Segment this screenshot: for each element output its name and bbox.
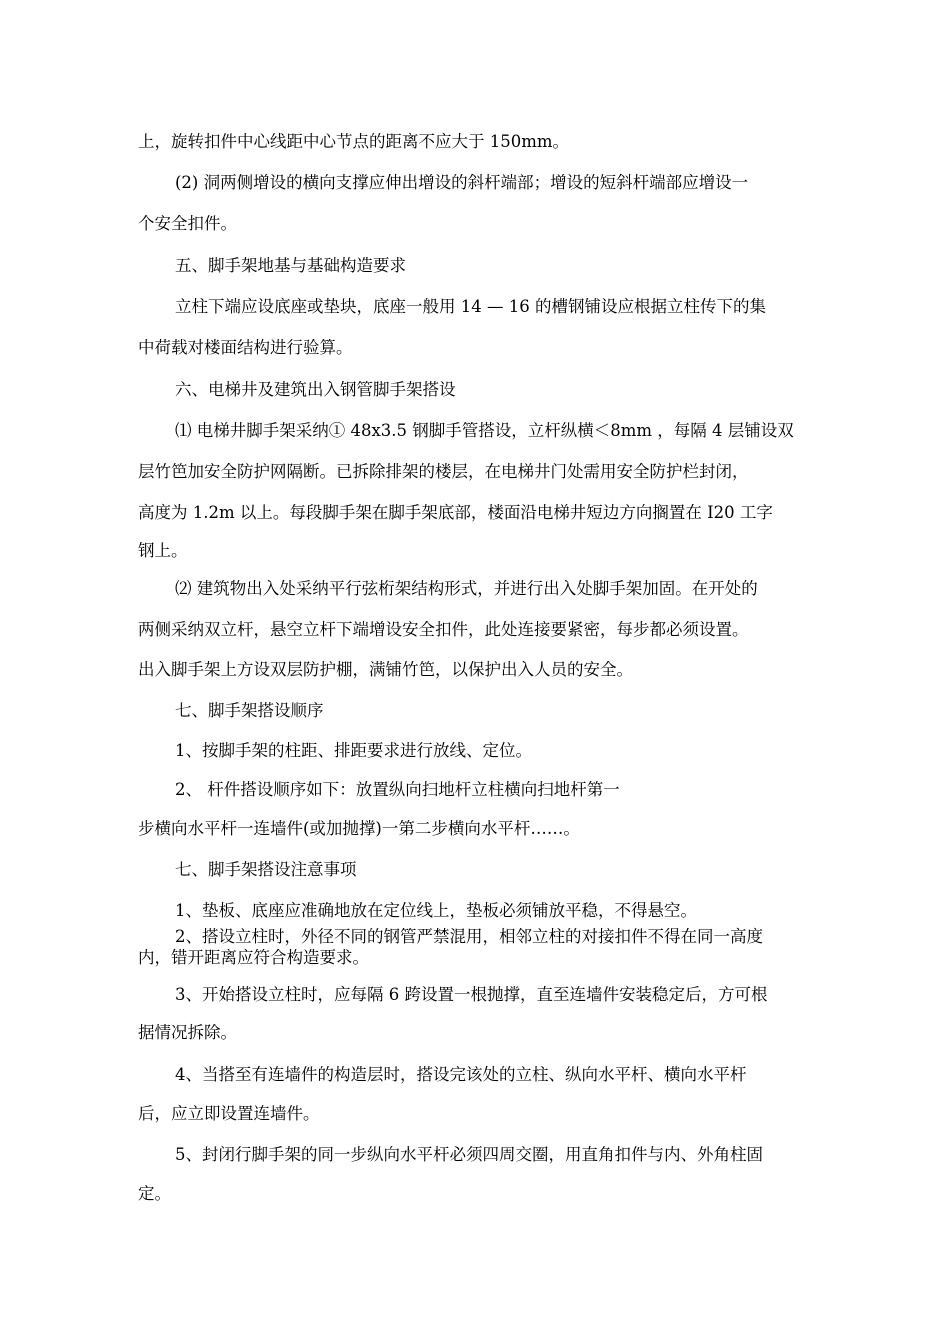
text-line: 中荷载对楼面结构进行验算。	[138, 338, 353, 357]
text-line: 1、垫板、底座应准确地放在定位线上，垫板必须铺放平稳，不得悬空。	[175, 901, 697, 920]
text-line: 立柱下端应设底座或垫块，底座一般用 14 — 16 的槽钢铺设应根据立柱传下的集	[175, 297, 766, 316]
text-line: 4、当搭至有连墙件的构造层时，搭设完该处的立柱、纵向水平杆、横向水平杆	[175, 1065, 747, 1084]
text-line: 高度为 1.2m 以上。每段脚手架在脚手架底部，楼面沿电梯井短边方向搁置在 I20 工字	[138, 503, 773, 522]
text-line: 2、搭设立柱时，外径不同的钢管严禁混用，相邻立柱的对接扣件不得在同一高度	[175, 927, 763, 946]
text-line: 据情况拆除。	[138, 1023, 237, 1042]
text-line: 2、 杆件搭设顺序如下：放置纵向扫地杆立柱横向扫地杆第一	[175, 780, 620, 799]
text-line: 5、封闭行脚手架的同一步纵向水平杆必须四周交圈，用直角扣件与内、外角柱固	[175, 1145, 763, 1164]
text-line: 层竹笆加安全防护网隔断。已拆除排架的楼层，在电梯井门处需用安全防护栏封闭，	[138, 462, 749, 481]
text-line: 出入脚手架上方设双层防护棚，满铺竹笆，以保护出入人员的安全。	[138, 660, 633, 679]
section-heading: 七、脚手架搭设顺序	[175, 701, 324, 720]
text-line: ⑴ 电梯井脚手架采纳① 48x3.5 钢脚手管搭设，立杆纵横＜8mm ，每隔 4 层铺设双	[175, 421, 794, 440]
text-line: 钢上。	[138, 541, 188, 560]
text-line: 个安全扣件。	[138, 214, 237, 233]
section-heading: 七、脚手架搭设注意事项	[175, 860, 357, 879]
text-line: 步横向水平杆一连墙件(或加抛撑)一第二步横向水平杆……。	[138, 819, 580, 838]
text-line: ⑵ 建筑物出入处采纳平行弦桁架结构形式，并进行出入处脚手架加固。在开处的	[175, 579, 758, 598]
text-line: 3、开始搭设立柱时，应每隔 6 跨设置一根抛撑，直至连墙件安装稳定后，方可根	[175, 985, 768, 1004]
text-line: 两侧采纳双立杆，悬空立杆下端增设安全扣件，此处连接要紧密，每步都必须设置。	[138, 620, 749, 639]
text-line: 上，旋转扣件中心线距中心节点的距离不应大于 150mm。	[138, 132, 570, 151]
section-heading: 六、电梯井及建筑出入钢管脚手架搭设	[175, 380, 456, 399]
text-line: 1、按脚手架的柱距、排距要求进行放线、定位。	[175, 741, 532, 760]
text-line: (2) 洞两侧增设的横向支撑应伸出增设的斜杆端部；增设的短斜杆端部应增设一	[175, 173, 749, 192]
text-line: 定。	[138, 1184, 171, 1203]
text-line: 后，应立即设置连墙件。	[138, 1104, 320, 1123]
text-line: 内，错开距离应符合构造要求。	[138, 948, 369, 967]
section-heading: 五、脚手架地基与基础构造要求	[175, 256, 406, 275]
